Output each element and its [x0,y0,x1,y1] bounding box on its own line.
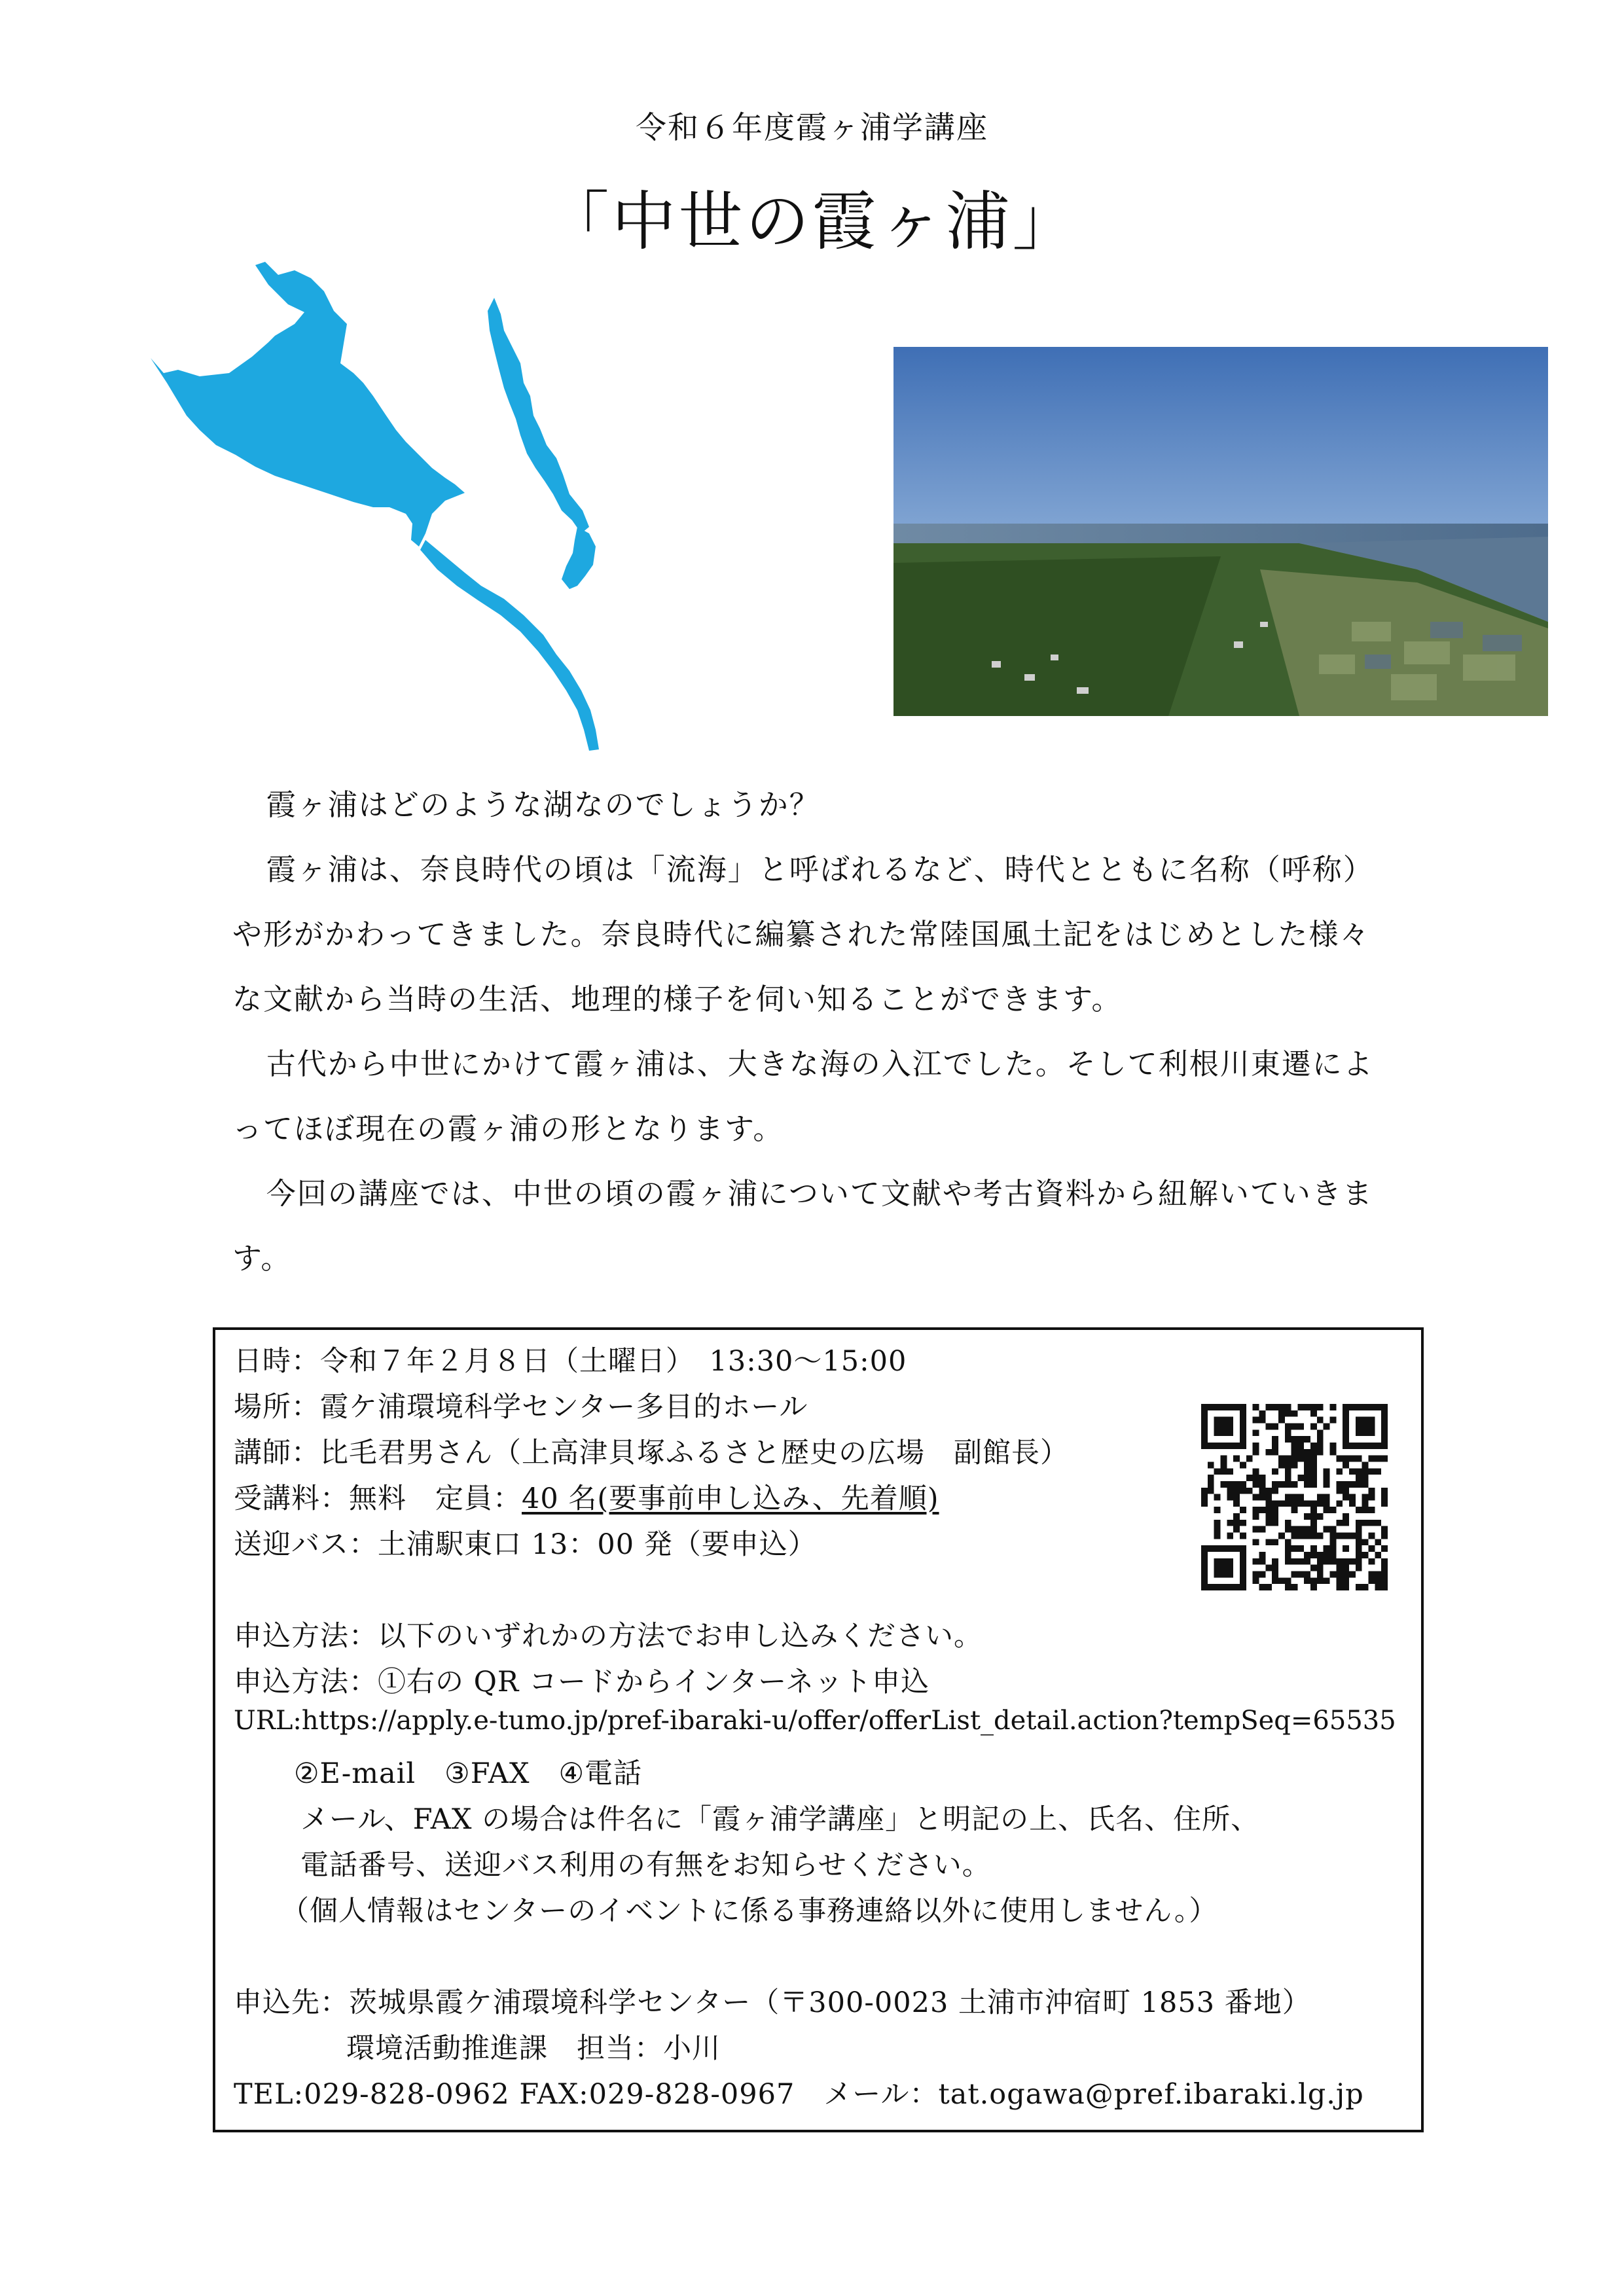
privacy-note: （個人情報はセンターのイベントに係る事務連絡以外に使用しません。） [281,1895,1218,1928]
lake-map-image [137,259,733,769]
contact-line[interactable]: TEL:029-828-0962 FAX:029-828-0967 メール：tat.ogawa@pref.ibaraki.lg.jp [234,2078,1364,2111]
apply-intro: 申込方法：以下のいずれかの方法でお申し込みください。 [234,1620,983,1653]
page-title: 「中世の霞ヶ浦」 [545,185,1079,259]
other-methods: ②E-mail ③FAX ④電話 [294,1757,643,1790]
lecture-series-subtitle: 令和６年度霞ヶ浦学講座 [636,110,988,146]
intro-paragraph-2: 霞ヶ浦は、奈良時代の頃は「流海」と呼ばれるなど、時代とともに名称（呼称）や形がかわってきました。奈良時代に編纂された常陸国風土記をはじめとした様々な文献から当時の生活、地理的様子を伺い知ることができます。 [232,852,1374,1016]
kitaura-lake-shape [488,298,589,533]
nishiura-lake-shape [151,262,465,547]
mail-note-1: メール、FAX の場合は件名に「霞ヶ浦学講座」と明記の上、氏名、住所、 [300,1803,1260,1836]
event-fee [234,1477,939,1516]
kitaura-lower-channel [562,527,596,589]
intro-paragraph-4: 今回の講座では、中世の頃の霞ヶ浦について文献や考古資料から紐解いていきます。 [232,1176,1373,1276]
aerial-photo [893,347,1548,716]
event-place: 場所：霞ケ浦環境科学センター多目的ホール [234,1391,808,1424]
destination-department: 環境活動推進課 担当：小川 [346,2032,721,2065]
mail-note-2: 電話番号、送迎バス利用の有無をお知らせください。 [300,1849,991,1882]
intro-paragraph-3: 古代から中世にかけて霞ヶ浦は、大きな海の入江でした。そして利根川東遷によってほぼ現在の霞ヶ浦の形となります。 [232,1047,1374,1146]
apply-qr: 申込方法：①右の QR コードからインターネット申込 [234,1666,930,1698]
qr-code[interactable] [1201,1404,1388,1590]
intro-text [232,772,1394,1291]
intro-paragraph-1: 霞ヶ浦はどのような湖なのでしょうか？ [266,787,820,822]
fee-label: 受講料：無料 定員： [234,1482,522,1515]
shuttle-bus: 送迎バス：土浦駅東口 13：00 発（要申込） [234,1528,817,1561]
event-lecturer: 講師：比毛君男さん（上高津貝塚ふるさと歴史の広場 副館長） [234,1437,1069,1469]
apply-url-link[interactable]: URL:https://apply.e-tumo.jp/pref-ibaraki-u/offer/offerList_detail.action?tempSeq=65535 [234,1706,1396,1736]
destination-address: 申込先：茨城県霞ケ浦環境科学センター（〒300-0023 土浦市沖宿町 1853 番地） [234,1986,1311,2019]
capacity-text: 40 名(要事前申し込み、先着順) [522,1482,939,1515]
event-datetime: 日時：令和７年２月８日（土曜日） 13:30～15:00 [234,1345,907,1378]
